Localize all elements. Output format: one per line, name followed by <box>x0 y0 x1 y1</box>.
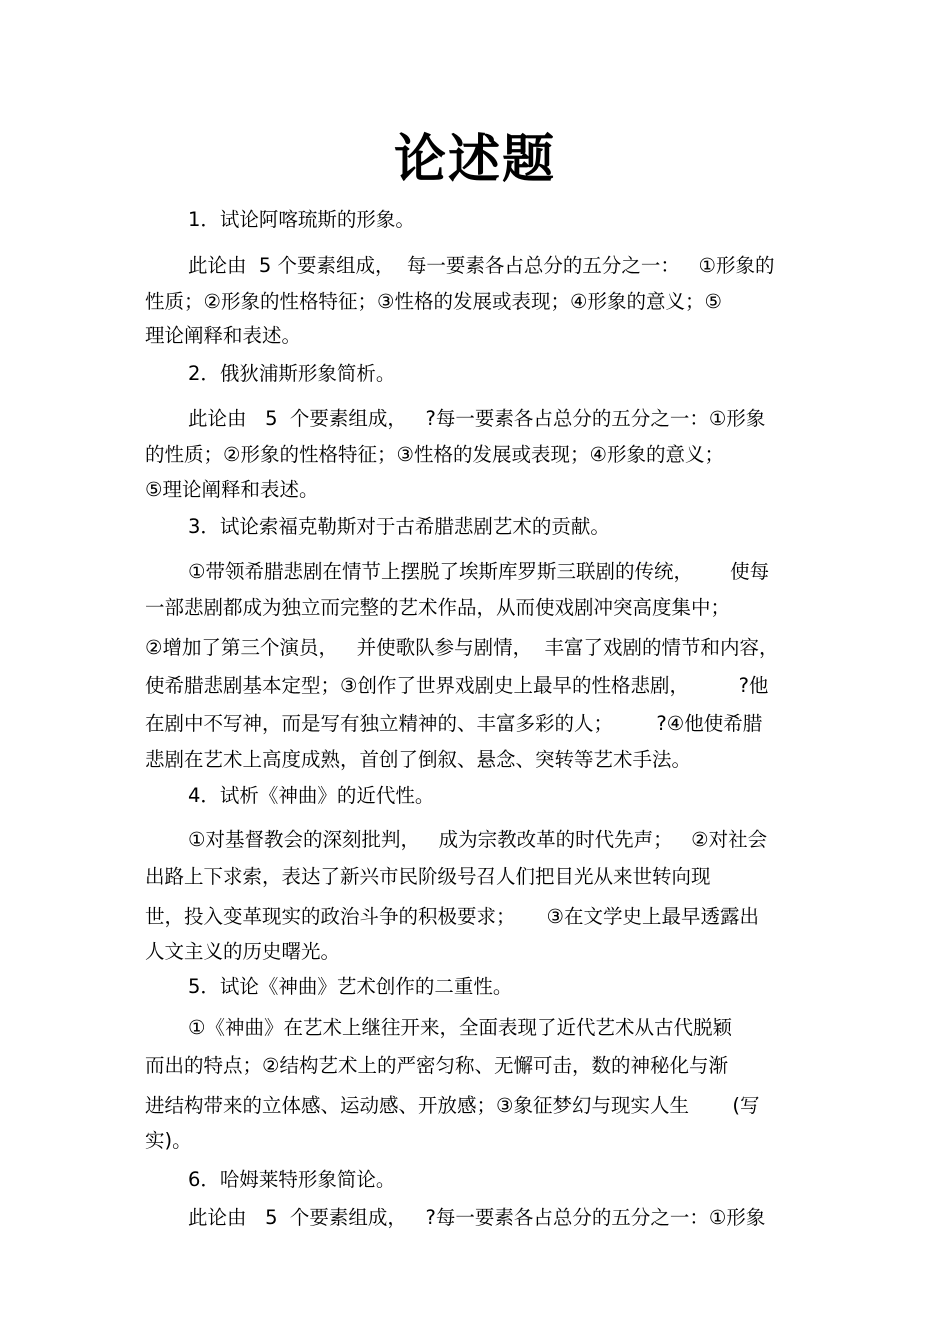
answer-2-line-2: 的性质；②形象的性格特征；③性格的发展或表现；④形象的意义； <box>145 443 724 466</box>
answer-4-line-4: 人文主义的历史曙光。 <box>145 940 341 963</box>
answer-1-line-3: 理论阐释和表述。 <box>145 324 302 347</box>
question-2-heading: 2．俄狄浦斯形象简析。 <box>188 362 396 385</box>
answer-3-line-4: 使希腊悲剧基本定型；③创作了世界戏剧史上最早的性格悲剧， ?他 <box>145 674 769 697</box>
answer-4-line-1: ①对基督教会的深刻批判， 成为宗教改革的时代先声； ②对社会 <box>188 828 768 851</box>
answer-6-line-1: 此论由 5 个要素组成， ?每一要素各占总分的五分之一：①形象 <box>188 1206 766 1229</box>
question-3-heading: 3．试论索福克勒斯对于古希腊悲剧艺术的贡献。 <box>188 515 610 538</box>
answer-4-line-3: 世，投入变革现实的政治斗争的积极要求； ③在文学史上最早透露出 <box>145 905 759 928</box>
answer-3-line-1: ①带领希腊悲剧在情节上摆脱了埃斯库罗斯三联剧的传统， 使每 <box>188 560 770 583</box>
answer-1-line-2: 性质；②形象的性格特征；③性格的发展或表现；④形象的意义；⑤ <box>145 290 722 313</box>
question-1-heading: 1．试论阿喀琉斯的形象。 <box>188 208 415 231</box>
answer-5-line-3: 进结构带来的立体感、运动感、开放感；③象征梦幻与现实人生 (写 <box>145 1094 760 1117</box>
question-5-heading: 5．试论《神曲》艺术创作的二重性。 <box>188 975 513 998</box>
question-6-heading: 6．哈姆莱特形象简论。 <box>188 1168 396 1191</box>
answer-3-line-6: 悲剧在艺术上高度成熟，首创了倒叙、悬念、突转等艺术手法。 <box>145 748 692 771</box>
answer-1-line-1: 此论由 5 个要素组成， 每一要素各占总分的五分之一： ①形象的 <box>188 254 775 277</box>
question-4-heading: 4．试析《神曲》的近代性。 <box>188 784 435 807</box>
answer-5-line-4: 实)。 <box>145 1129 192 1152</box>
answer-4-line-2: 出路上下求索，表达了新兴市民阶级号召人们把目光从来世转向现 <box>145 865 711 888</box>
answer-3-line-3: ②增加了第三个演员， 并使歌队参与剧情， 丰富了戏剧的情节和内容， <box>145 636 779 659</box>
answer-2-line-1: 此论由 5 个要素组成， ?每一要素各占总分的五分之一：①形象 <box>188 407 766 430</box>
page-title: 论述题 <box>393 130 556 190</box>
answer-5-line-2: 而出的特点；②结构艺术上的严密匀称、无懈可击，数的神秘化与渐 <box>145 1054 728 1077</box>
answer-3-line-2: 一部悲剧都成为独立而完整的艺术作品，从而使戏剧冲突高度集中； <box>145 596 731 619</box>
answer-5-line-1: ①《神曲》在艺术上继往开来，全面表现了近代艺术从古代脱颖 <box>188 1016 732 1039</box>
answer-2-line-3: ⑤理论阐释和表述。 <box>145 478 319 501</box>
answer-3-line-5: 在剧中不写神，而是写有独立精神的、丰富多彩的人； ?④他使希腊 <box>145 712 763 735</box>
